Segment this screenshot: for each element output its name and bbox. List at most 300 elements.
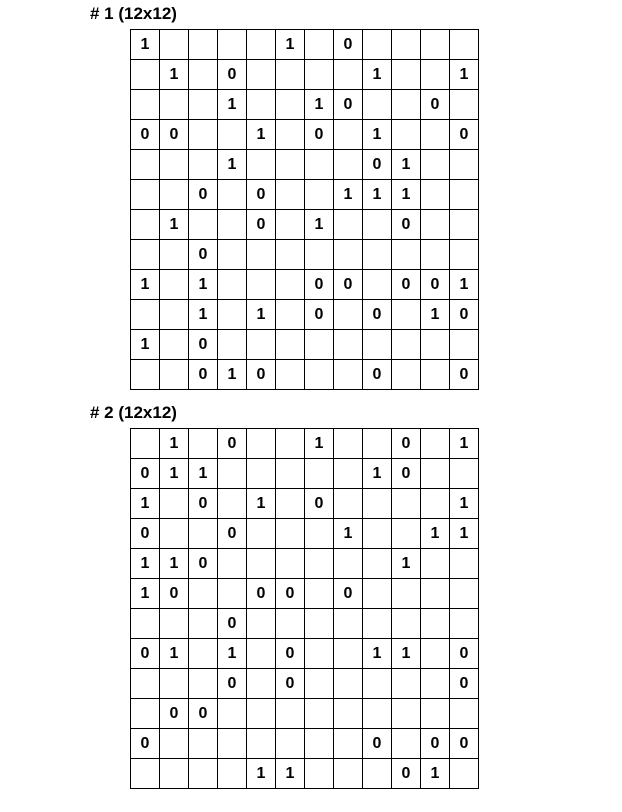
grid-cell[interactable] [363,609,392,639]
grid-cell[interactable] [189,609,218,639]
grid-cell[interactable] [189,429,218,459]
grid-cell[interactable]: 0 [392,210,421,240]
grid-cell[interactable] [334,639,363,669]
grid-cell[interactable] [218,489,247,519]
grid-cell[interactable] [334,459,363,489]
grid-cell[interactable] [276,609,305,639]
grid-cell[interactable] [392,609,421,639]
grid-cell[interactable] [421,669,450,699]
grid-cell[interactable] [305,609,334,639]
grid-row [131,729,479,759]
grid-cell[interactable] [363,489,392,519]
grid-cell[interactable] [363,699,392,729]
grid-cell[interactable] [247,60,276,90]
grid-cell[interactable] [305,180,334,210]
grid-cell[interactable] [247,429,276,459]
grid-cell[interactable]: 1 [247,300,276,330]
grid-cell[interactable] [392,330,421,360]
grid-cell[interactable] [305,459,334,489]
grid-cell[interactable]: 0 [421,270,450,300]
grid-cell[interactable] [160,150,189,180]
grid-cell[interactable] [363,429,392,459]
grid-cell[interactable]: 1 [305,90,334,120]
grid-cell[interactable] [131,240,160,270]
grid-cell[interactable] [305,519,334,549]
grid-cell[interactable] [276,330,305,360]
grid-cell[interactable]: 0 [160,699,189,729]
grid-cell[interactable] [189,639,218,669]
grid-cell[interactable] [160,30,189,60]
grid-cell[interactable] [421,459,450,489]
grid-cell[interactable] [450,759,479,789]
grid-cell[interactable] [334,429,363,459]
grid-cell[interactable]: 0 [334,270,363,300]
grid-cell[interactable] [247,30,276,60]
grid-cell[interactable] [276,120,305,150]
grid-cell[interactable] [450,549,479,579]
grid-cell[interactable]: 1 [363,459,392,489]
grid-cell[interactable]: 0 [305,300,334,330]
grid-cell[interactable] [189,519,218,549]
grid-row [131,639,479,669]
grid-cell[interactable]: 0 [450,729,479,759]
grid-cell[interactable]: 0 [363,729,392,759]
grid-cell[interactable]: 1 [189,459,218,489]
grid-cell[interactable] [247,549,276,579]
grid-cell[interactable]: 0 [189,240,218,270]
grid-cell[interactable]: 1 [450,519,479,549]
grid-cell[interactable] [131,90,160,120]
grid-cell[interactable] [218,459,247,489]
grid-cell[interactable]: 1 [131,549,160,579]
grid-cell[interactable] [305,549,334,579]
grid-cell[interactable] [218,330,247,360]
grid-cell[interactable]: 0 [160,579,189,609]
grid-cell[interactable] [421,639,450,669]
grid-cell[interactable]: 0 [247,180,276,210]
grid-cell[interactable] [305,30,334,60]
grid-cell[interactable] [421,210,450,240]
grid-cell[interactable] [131,759,160,789]
grid-cell[interactable] [189,30,218,60]
grid-cell[interactable] [131,669,160,699]
grid-cell[interactable] [334,729,363,759]
grid-cell[interactable]: 1 [305,429,334,459]
grid-cell[interactable]: 0 [218,429,247,459]
grid-cell[interactable]: 1 [363,639,392,669]
grid-cell[interactable] [421,360,450,390]
grid-cell[interactable] [276,300,305,330]
grid-cell[interactable] [363,240,392,270]
grid-cell[interactable]: 1 [276,30,305,60]
grid-cell[interactable]: 0 [334,90,363,120]
grid-cell[interactable] [392,60,421,90]
grid-cell[interactable] [334,549,363,579]
grid-cell[interactable]: 1 [218,150,247,180]
grid-cell[interactable] [363,90,392,120]
grid-cell[interactable] [247,669,276,699]
grid-cell[interactable] [276,459,305,489]
grid-cell[interactable]: 1 [450,489,479,519]
grid-cell[interactable]: 1 [131,270,160,300]
grid-cell[interactable]: 0 [276,579,305,609]
grid-cell[interactable] [131,150,160,180]
grid-cell[interactable]: 0 [450,120,479,150]
grid-cell[interactable] [276,180,305,210]
grid-cell[interactable]: 1 [450,270,479,300]
grid-cell[interactable]: 1 [247,489,276,519]
grid-cell[interactable]: 1 [160,549,189,579]
grid-cell[interactable] [276,210,305,240]
grid-row [131,60,479,90]
grid-cell[interactable]: 1 [276,759,305,789]
grid-cell[interactable] [363,330,392,360]
grid-cell[interactable] [305,330,334,360]
grid-cell[interactable]: 0 [392,429,421,459]
grid-cell[interactable] [450,579,479,609]
grid-cell[interactable] [305,759,334,789]
grid-row [131,669,479,699]
grid-cell[interactable]: 0 [450,639,479,669]
grid-cell[interactable] [305,579,334,609]
grid-cell[interactable] [218,759,247,789]
grid-cell[interactable] [160,330,189,360]
grid-cell[interactable] [392,30,421,60]
grid-cell[interactable] [392,120,421,150]
grid-cell[interactable]: 1 [160,60,189,90]
grid-cell[interactable]: 1 [450,429,479,459]
grid-cell[interactable] [450,459,479,489]
grid-cell[interactable] [450,90,479,120]
grid-row [131,519,479,549]
grid-cell[interactable]: 1 [218,639,247,669]
grid-row [131,120,479,150]
grid-cell[interactable] [363,759,392,789]
grid-cell[interactable]: 1 [218,360,247,390]
grid-cell[interactable] [247,240,276,270]
grid-cell[interactable]: 0 [218,669,247,699]
grid-cell[interactable] [276,270,305,300]
grid-cell[interactable] [363,549,392,579]
grid-cell[interactable]: 1 [421,759,450,789]
grid-cell[interactable]: 1 [363,120,392,150]
grid-cell[interactable] [363,210,392,240]
grid-cell[interactable]: 0 [421,729,450,759]
grid-cell[interactable] [160,180,189,210]
grid-cell[interactable] [218,549,247,579]
grid-cell[interactable] [276,519,305,549]
grid-cell[interactable] [247,459,276,489]
grid-cell[interactable] [334,210,363,240]
grid-cell[interactable] [334,609,363,639]
grid-cell[interactable] [450,210,479,240]
grid-cell[interactable]: 1 [392,180,421,210]
grid-cell[interactable] [334,489,363,519]
grid-cell[interactable] [392,240,421,270]
grid-cell[interactable] [450,30,479,60]
grid-cell[interactable] [334,60,363,90]
grid-cell[interactable] [276,699,305,729]
grid-cell[interactable] [247,609,276,639]
grid-cell[interactable] [305,699,334,729]
grid-cell[interactable] [421,180,450,210]
grid-row [131,300,479,330]
grid-cell[interactable] [218,300,247,330]
grid-cell[interactable]: 1 [131,579,160,609]
grid-cell[interactable]: 0 [276,639,305,669]
grid-cell[interactable] [305,240,334,270]
grid-cell[interactable]: 0 [131,729,160,759]
grid-cell[interactable] [189,579,218,609]
grid-cell[interactable]: 1 [421,519,450,549]
grid-cell[interactable] [218,270,247,300]
grid-cell[interactable] [392,729,421,759]
grid-cell[interactable] [247,90,276,120]
grid-cell[interactable]: 0 [363,150,392,180]
grid-cell[interactable] [334,759,363,789]
grid-cell[interactable] [450,240,479,270]
grid-cell[interactable] [160,489,189,519]
grid-cell[interactable] [305,639,334,669]
grid-cell[interactable]: 1 [421,300,450,330]
grid-cell[interactable]: 0 [305,270,334,300]
grid-cell[interactable]: 1 [334,519,363,549]
grid-cell[interactable] [189,729,218,759]
grid-cell[interactable]: 0 [334,30,363,60]
grid-cell[interactable] [189,90,218,120]
grid-cell[interactable] [160,729,189,759]
grid-cell[interactable]: 0 [160,120,189,150]
grid-cell[interactable] [421,30,450,60]
grid-cell[interactable] [421,609,450,639]
grid-cell[interactable] [363,579,392,609]
grid-cell[interactable]: 0 [421,90,450,120]
grid-cell[interactable] [218,699,247,729]
grid-cell[interactable]: 1 [160,459,189,489]
grid-cell[interactable] [276,729,305,759]
grid-cell[interactable] [305,360,334,390]
grid-cell[interactable]: 0 [392,759,421,789]
grid-cell[interactable] [450,330,479,360]
grid-cell[interactable] [276,240,305,270]
grid-cell[interactable]: 0 [450,669,479,699]
grid-cell[interactable]: 1 [363,60,392,90]
grid-cell[interactable] [131,300,160,330]
grid-cell[interactable] [160,90,189,120]
grid-cell[interactable]: 1 [218,90,247,120]
grid-row [131,90,479,120]
grid-cell[interactable]: 0 [218,60,247,90]
grid-cell[interactable]: 1 [450,60,479,90]
grid-cell[interactable]: 0 [247,210,276,240]
grid-cell[interactable] [247,639,276,669]
grid-cell[interactable]: 1 [247,759,276,789]
grid-cell[interactable]: 1 [247,120,276,150]
grid-cell[interactable] [421,579,450,609]
grid-cell[interactable] [131,429,160,459]
grid-cell[interactable] [131,180,160,210]
grid-cell[interactable]: 0 [276,669,305,699]
grid-cell[interactable] [189,210,218,240]
grid-cell[interactable] [276,549,305,579]
grid-row [131,609,479,639]
grid-cell[interactable] [218,729,247,759]
grid-cell[interactable]: 0 [247,360,276,390]
grid-cell[interactable] [421,699,450,729]
grid-cell[interactable] [218,210,247,240]
grid-cell[interactable]: 0 [189,180,218,210]
grid-cell[interactable] [421,549,450,579]
grid-cell[interactable] [334,240,363,270]
grid-cell[interactable]: 1 [160,639,189,669]
grid-cell[interactable] [450,180,479,210]
grid-cell[interactable] [334,360,363,390]
grid-cell[interactable] [421,489,450,519]
grid-cell[interactable] [392,489,421,519]
grid-cell[interactable]: 0 [247,579,276,609]
grid-cell[interactable]: 0 [189,699,218,729]
grid-cell[interactable]: 0 [131,519,160,549]
grid-cell[interactable] [421,60,450,90]
grid-cell[interactable] [160,240,189,270]
grid-cell[interactable] [450,609,479,639]
grid-cell[interactable] [160,609,189,639]
grid-cell[interactable] [392,579,421,609]
grid-cell[interactable]: 1 [131,30,160,60]
grid-cell[interactable]: 1 [189,300,218,330]
grid-cell[interactable] [392,669,421,699]
grid-cell[interactable] [160,300,189,330]
grid-cell[interactable] [218,240,247,270]
grid-cell[interactable] [421,150,450,180]
grid-cell[interactable] [160,519,189,549]
grid-cell[interactable] [421,429,450,459]
grid-cell[interactable]: 1 [160,429,189,459]
grid-cell[interactable]: 0 [189,330,218,360]
grid-cell[interactable] [363,519,392,549]
grid-cell[interactable] [334,669,363,699]
grid-cell[interactable]: 0 [334,579,363,609]
grid-cell[interactable]: 0 [131,120,160,150]
grid-cell[interactable] [247,270,276,300]
grid-cell[interactable] [189,759,218,789]
grid-cell[interactable] [334,699,363,729]
grid-cell[interactable] [392,300,421,330]
grid-cell[interactable]: 1 [392,639,421,669]
grid-cell[interactable] [160,270,189,300]
grid-cell[interactable] [247,729,276,759]
grid-cell[interactable] [189,60,218,90]
grid-cell[interactable] [305,669,334,699]
grid-cell[interactable] [276,489,305,519]
grid-cell[interactable]: 1 [131,330,160,360]
grid-cell[interactable] [131,60,160,90]
grid-cell[interactable] [392,360,421,390]
grid-cell[interactable] [305,60,334,90]
grid-cell[interactable] [392,519,421,549]
grid-cell[interactable] [189,669,218,699]
grid-cell[interactable]: 0 [305,120,334,150]
grid-cell[interactable] [363,270,392,300]
grid-cell[interactable] [131,210,160,240]
grid-cell[interactable] [276,429,305,459]
grid-cell[interactable] [392,699,421,729]
grid-cell[interactable]: 0 [189,360,218,390]
grid-cell[interactable]: 1 [189,270,218,300]
grid-cell[interactable] [247,519,276,549]
grid-cell[interactable]: 0 [450,300,479,330]
grid-cell[interactable] [421,120,450,150]
grid-cell[interactable] [218,120,247,150]
grid-cell[interactable]: 0 [189,489,218,519]
grid-cell[interactable] [189,150,218,180]
grid-cell[interactable] [160,669,189,699]
grid-cell[interactable] [218,579,247,609]
grid-cell[interactable] [276,60,305,90]
grid-cell[interactable] [160,360,189,390]
grid-cell[interactable] [131,699,160,729]
grid-cell[interactable]: 0 [392,270,421,300]
grid-cell[interactable] [189,120,218,150]
grid-cell[interactable] [305,729,334,759]
grid-cell[interactable] [334,300,363,330]
grid-row [131,240,479,270]
grid-cell[interactable]: 1 [305,210,334,240]
grid-cell[interactable] [131,609,160,639]
grid-cell[interactable]: 1 [392,549,421,579]
grid-cell[interactable]: 1 [363,180,392,210]
grid-cell[interactable] [305,150,334,180]
grid-cell[interactable]: 0 [189,549,218,579]
grid-cell[interactable]: 0 [218,609,247,639]
grid-cell[interactable]: 0 [450,360,479,390]
grid-cell[interactable] [276,150,305,180]
grid-cell[interactable]: 1 [160,210,189,240]
grid-cell[interactable] [363,669,392,699]
grid-cell[interactable] [131,360,160,390]
grid-cell[interactable] [334,150,363,180]
grid-cell[interactable] [247,150,276,180]
grid-cell[interactable] [247,699,276,729]
grid-cell[interactable] [421,330,450,360]
grid-cell[interactable]: 0 [218,519,247,549]
grid-cell[interactable]: 0 [305,489,334,519]
grid-cell[interactable] [276,360,305,390]
grid-cell[interactable] [334,120,363,150]
grid-cell[interactable]: 1 [334,180,363,210]
grid-cell[interactable] [160,759,189,789]
grid-cell[interactable]: 1 [131,489,160,519]
grid-cell[interactable] [421,240,450,270]
grid-cell[interactable] [392,90,421,120]
grid-cell[interactable]: 0 [363,300,392,330]
grid-cell[interactable] [363,30,392,60]
grid-cell[interactable]: 0 [363,360,392,390]
grid-cell[interactable] [450,699,479,729]
grid-cell[interactable] [276,90,305,120]
grid-cell[interactable] [218,30,247,60]
grid-cell[interactable] [450,150,479,180]
grid-cell[interactable]: 0 [392,459,421,489]
grid-row [131,360,479,390]
grid-cell[interactable]: 0 [131,459,160,489]
grid-row [131,459,479,489]
grid-cell[interactable] [218,180,247,210]
grid-cell[interactable] [247,330,276,360]
grid-cell[interactable]: 1 [392,150,421,180]
grid-cell[interactable] [334,330,363,360]
grid-cell[interactable]: 0 [131,639,160,669]
